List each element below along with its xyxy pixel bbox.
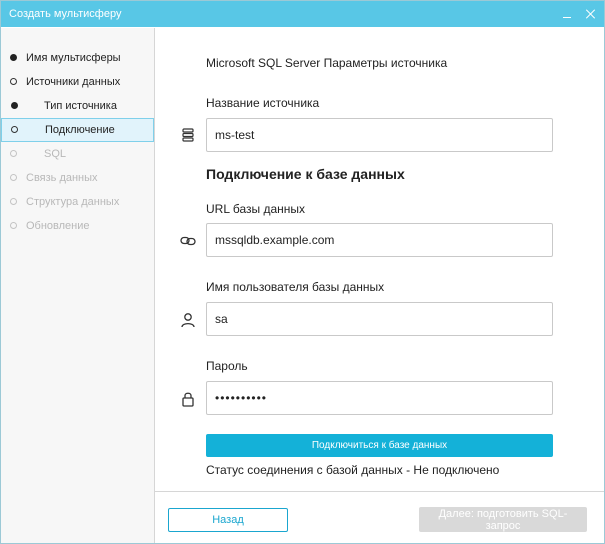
password-label: Пароль: [206, 359, 248, 373]
window-controls: [562, 1, 596, 27]
db-url-label: URL базы данных: [206, 202, 306, 216]
step-open-marker-icon: [10, 78, 17, 85]
db-user-label: Имя пользователя базы данных: [206, 280, 385, 294]
wizard-steps-sidebar: [1, 28, 155, 543]
page-heading: Microsoft SQL Server Параметры источника: [206, 56, 448, 70]
connection-status-text: Статус соединения с базой данных - Не подключено: [206, 463, 500, 477]
step-data-structure: [1, 190, 154, 214]
next-prepare-sql-button[interactable]: Далее: подготовить SQL-запрос: [419, 507, 587, 532]
step-label: Имя мультисферы: [26, 52, 121, 64]
connection-form: [155, 28, 604, 491]
database-icon: [180, 127, 196, 143]
step-open-marker-icon: [10, 222, 17, 229]
wizard-footer: [155, 491, 604, 543]
connect-to-db-button[interactable]: Подключиться к базе данных: [206, 434, 553, 457]
step-open-marker-icon: [10, 150, 17, 157]
step-sql: [1, 142, 154, 166]
db-connection-section-title: Подключение к базе данных: [206, 166, 405, 182]
step-data-link: [1, 166, 154, 190]
step-label: SQL: [44, 148, 67, 160]
source-name-input[interactable]: [206, 118, 553, 152]
db-user-input[interactable]: [206, 302, 553, 336]
step-open-marker-icon: [10, 198, 17, 205]
step-open-marker-icon: [10, 174, 17, 181]
db-url-input[interactable]: [206, 223, 553, 257]
step-label: Структура данных: [26, 196, 120, 208]
window-title: Создать мультисферу: [9, 8, 122, 20]
user-icon: [180, 312, 196, 328]
step-label: Связь данных: [26, 172, 98, 184]
step-connection[interactable]: [1, 118, 154, 142]
step-label: Обновление: [26, 220, 90, 232]
step-done-marker-icon: [11, 102, 18, 109]
step-label: Тип источника: [44, 100, 117, 112]
lock-icon: [180, 391, 196, 407]
password-input[interactable]: [206, 381, 553, 415]
back-button[interactable]: Назад: [168, 508, 288, 532]
step-done-marker-icon: [10, 54, 17, 61]
step-multisphere-name[interactable]: [1, 46, 154, 70]
step-source-type[interactable]: [1, 94, 154, 118]
title-bar: [1, 1, 604, 27]
link-icon: [180, 233, 196, 249]
step-open-marker-icon: [11, 126, 18, 133]
step-label: Подключение: [45, 124, 115, 136]
source-name-label: Название источника: [206, 96, 320, 110]
minimize-icon[interactable]: [562, 9, 572, 19]
step-update: [1, 214, 154, 238]
close-icon[interactable]: [586, 9, 596, 19]
step-label: Источники данных: [26, 76, 121, 88]
step-data-sources[interactable]: [1, 70, 154, 94]
